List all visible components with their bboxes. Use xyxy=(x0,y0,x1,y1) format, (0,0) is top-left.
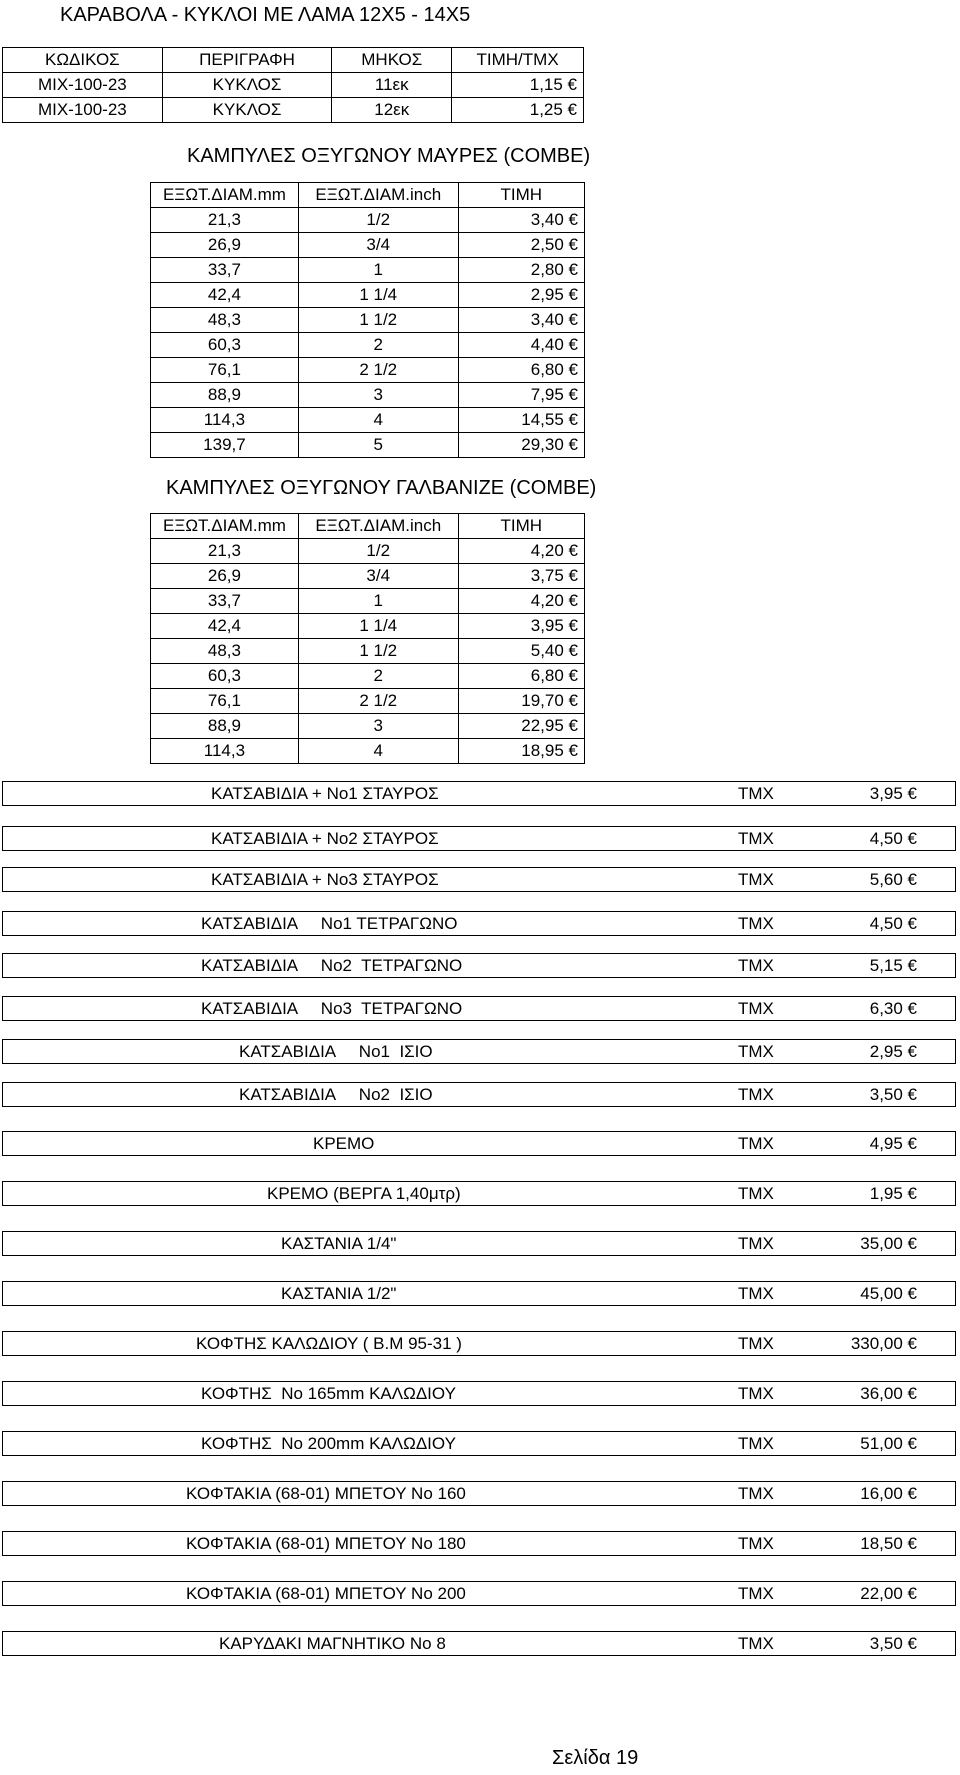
product-unit: ΤΜΧ xyxy=(738,1184,774,1203)
product-price: 4,50 € xyxy=(869,914,917,933)
table-row xyxy=(3,98,584,123)
cell-diameter-inch: 4 xyxy=(298,408,458,433)
table-row xyxy=(151,333,585,358)
product-row xyxy=(2,781,956,806)
cell-diameter-inch: 3 xyxy=(298,714,458,739)
table-row xyxy=(151,614,585,639)
cell-price: 3,75 € xyxy=(458,564,584,589)
product-unit: ΤΜΧ xyxy=(738,1534,774,1553)
cell-diameter-inch: 1 1/4 xyxy=(298,614,458,639)
product-row xyxy=(2,826,956,851)
cell-diameter-mm: 21,3 xyxy=(151,208,299,233)
cell-diameter-inch: 2 1/2 xyxy=(298,689,458,714)
table-row xyxy=(151,564,585,589)
product-row xyxy=(2,1581,956,1606)
product-price: 4,50 € xyxy=(869,829,917,848)
product-unit: ΤΜΧ xyxy=(738,1085,774,1104)
product-unit: ΤΜΧ xyxy=(738,1234,774,1253)
product-unit: ΤΜΧ xyxy=(738,1634,774,1653)
cell-diameter-mm: 33,7 xyxy=(151,589,299,614)
cell-diameter-mm: 48,3 xyxy=(151,639,299,664)
product-price: 35,00 € xyxy=(860,1234,917,1253)
product-row xyxy=(2,867,956,892)
product-name: ΚΑΤΣΑΒΙΔΙΑ + Νο1 ΣΤΑΥΡΟΣ xyxy=(211,784,439,803)
cell-price: 4,40 € xyxy=(458,333,584,358)
cell-diameter-mm: 88,9 xyxy=(151,383,299,408)
cell-diameter-inch: 5 xyxy=(298,433,458,458)
product-name: ΚΡΕΜΟ (ΒΕΡΓΑ 1,40μτρ) xyxy=(267,1184,461,1203)
cell-diameter-mm: 60,3 xyxy=(151,664,299,689)
galvanized-elbows-table xyxy=(150,513,585,764)
cell-diameter-inch: 3/4 xyxy=(298,564,458,589)
cell-diameter-mm: 114,3 xyxy=(151,408,299,433)
product-price: 16,00 € xyxy=(860,1484,917,1503)
cell-price: 7,95 € xyxy=(458,383,584,408)
table-row xyxy=(151,539,585,564)
table-row xyxy=(3,73,584,98)
product-unit: ΤΜΧ xyxy=(738,784,774,803)
cell-code: MIX-100-23 xyxy=(3,73,163,98)
product-unit: ΤΜΧ xyxy=(738,1434,774,1453)
product-row xyxy=(2,1039,956,1064)
table-row xyxy=(151,739,585,764)
product-name: ΚΟΦΤΗΣ Νο 165mm ΚΑΛΩΔΙΟΥ xyxy=(201,1384,456,1403)
product-name: ΚΑΤΣΑΒΙΔΙΑ Νο1 ΤΕΤΡΑΓΩΝΟ xyxy=(201,914,458,933)
product-row xyxy=(2,1531,956,1556)
table-row xyxy=(151,383,585,408)
product-name: ΚΟΦΤΑΚΙΑ (68-01) ΜΠΕΤΟΥ Νο 180 xyxy=(186,1534,466,1553)
cell-diameter-inch: 2 xyxy=(298,664,458,689)
section-title-galvanized-elbows: ΚΑΜΠΥΛΕΣ ΟΞΥΓΩΝΟΥ ΓΑΛΒΑΝΙΖΕ (COMBE) xyxy=(166,477,597,499)
product-unit: ΤΜΧ xyxy=(738,1042,774,1061)
product-unit: ΤΜΧ xyxy=(738,870,774,889)
cell-diameter-inch: 3/4 xyxy=(298,233,458,258)
table-header-row xyxy=(151,514,585,539)
table-header-row xyxy=(3,48,584,73)
product-row xyxy=(2,1631,956,1656)
product-name: ΚΟΦΤΗΣ ΚΑΛΩΔΙΟΥ ( Β.Μ 95-31 ) xyxy=(196,1334,462,1353)
product-row xyxy=(2,911,956,936)
table-row xyxy=(151,433,585,458)
table-row xyxy=(151,208,585,233)
cell-diameter-mm: 139,7 xyxy=(151,433,299,458)
cell-price: 3,95 € xyxy=(458,614,584,639)
product-unit: ΤΜΧ xyxy=(738,1584,774,1603)
header-cell: ΤΙΜΗ/ΤΜΧ xyxy=(452,48,584,73)
cell-diameter-inch: 1 1/2 xyxy=(298,639,458,664)
cell-description: ΚΥΚΛΟΣ xyxy=(162,98,332,123)
cell-code: MIX-100-23 xyxy=(3,98,163,123)
page-title: ΚΑΡΑΒΟΛΑ - ΚΥΚΛΟΙ ΜΕ ΛΑΜΑ 12Χ5 - 14Χ5 xyxy=(60,4,471,26)
product-unit: ΤΜΧ xyxy=(738,1384,774,1403)
product-price: 18,50 € xyxy=(860,1534,917,1553)
product-code-table xyxy=(2,47,584,123)
cell-diameter-inch: 2 xyxy=(298,333,458,358)
cell-price: 2,95 € xyxy=(458,283,584,308)
cell-diameter-inch: 3 xyxy=(298,383,458,408)
cell-price: 14,55 € xyxy=(458,408,584,433)
cell-diameter-mm: 48,3 xyxy=(151,308,299,333)
cell-diameter-mm: 42,4 xyxy=(151,614,299,639)
cell-diameter-mm: 114,3 xyxy=(151,739,299,764)
product-price: 5,60 € xyxy=(869,870,917,889)
product-price: 3,95 € xyxy=(869,784,917,803)
cell-diameter-mm: 26,9 xyxy=(151,233,299,258)
table-row xyxy=(151,283,585,308)
cell-description: ΚΥΚΛΟΣ xyxy=(162,73,332,98)
header-cell: ΕΞΩΤ.ΔΙΑΜ.inch xyxy=(298,183,458,208)
table-row xyxy=(151,689,585,714)
product-price: 4,95 € xyxy=(869,1134,917,1153)
cell-diameter-mm: 33,7 xyxy=(151,258,299,283)
product-unit: ΤΜΧ xyxy=(738,1284,774,1303)
product-row xyxy=(2,953,956,978)
cell-diameter-mm: 60,3 xyxy=(151,333,299,358)
cell-diameter-inch: 1 1/2 xyxy=(298,308,458,333)
cell-price: 1,25 € xyxy=(452,98,584,123)
cell-price: 6,80 € xyxy=(458,664,584,689)
product-price: 3,50 € xyxy=(869,1085,917,1104)
cell-diameter-mm: 76,1 xyxy=(151,358,299,383)
black-elbows-table xyxy=(150,182,585,458)
table-row xyxy=(151,639,585,664)
product-price: 5,15 € xyxy=(869,956,917,975)
product-row xyxy=(2,1281,956,1306)
product-price: 36,00 € xyxy=(860,1384,917,1403)
product-name: ΚΟΦΤΑΚΙΑ (68-01) ΜΠΕΤΟΥ Νο 160 xyxy=(186,1484,466,1503)
cell-diameter-mm: 88,9 xyxy=(151,714,299,739)
product-row xyxy=(2,1481,956,1506)
section-title-black-elbows: ΚΑΜΠΥΛΕΣ ΟΞΥΓΩΝΟΥ ΜΑΥΡΕΣ (COMBE) xyxy=(187,145,591,167)
header-cell: ΤΙΜΗ xyxy=(458,514,584,539)
product-row xyxy=(2,1131,956,1156)
cell-price: 19,70 € xyxy=(458,689,584,714)
header-cell: ΠΕΡΙΓΡΑΦΗ xyxy=(162,48,332,73)
product-name: ΚΑΤΣΑΒΙΔΙΑ Νο3 ΤΕΤΡΑΓΩΝΟ xyxy=(201,999,463,1018)
cell-diameter-mm: 26,9 xyxy=(151,564,299,589)
table-row xyxy=(151,233,585,258)
table-header-row xyxy=(151,183,585,208)
product-unit: ΤΜΧ xyxy=(738,829,774,848)
product-unit: ΤΜΧ xyxy=(738,1484,774,1503)
cell-diameter-inch: 1 xyxy=(298,589,458,614)
cell-diameter-inch: 1 1/4 xyxy=(298,283,458,308)
product-name: ΚΑΤΣΑΒΙΔΙΑ Νο2 ΙΣΙΟ xyxy=(239,1085,433,1104)
header-cell: ΕΞΩΤ.ΔΙΑΜ.mm xyxy=(151,183,299,208)
product-name: ΚΟΦΤΗΣ Νο 200mm ΚΑΛΩΔΙΟΥ xyxy=(201,1434,456,1453)
product-row xyxy=(2,1231,956,1256)
product-price: 1,95 € xyxy=(869,1184,917,1203)
product-unit: ΤΜΧ xyxy=(738,914,774,933)
product-row xyxy=(2,1331,956,1356)
header-cell: ΕΞΩΤ.ΔΙΑΜ.inch xyxy=(298,514,458,539)
cell-price: 2,80 € xyxy=(458,258,584,283)
cell-price: 6,80 € xyxy=(458,358,584,383)
product-name: ΚΑΤΣΑΒΙΔΙΑ + Νο2 ΣΤΑΥΡΟΣ xyxy=(211,829,439,848)
product-price: 2,95 € xyxy=(869,1042,917,1061)
product-price: 3,50 € xyxy=(869,1634,917,1653)
cell-price: 5,40 € xyxy=(458,639,584,664)
product-name: ΚΡΕΜΟ xyxy=(313,1134,375,1153)
cell-diameter-mm: 76,1 xyxy=(151,689,299,714)
table-row xyxy=(151,358,585,383)
product-name: ΚΑΤΣΑΒΙΔΙΑ Νο2 ΤΕΤΡΑΓΩΝΟ xyxy=(201,956,463,975)
header-cell: ΤΙΜΗ xyxy=(458,183,584,208)
header-cell: ΜΗΚΟΣ xyxy=(332,48,452,73)
cell-length: 11εκ xyxy=(332,73,452,98)
page-number: Σελίδα 19 xyxy=(552,1747,639,1769)
product-price: 6,30 € xyxy=(869,999,917,1018)
header-cell: ΚΩΔΙΚΟΣ xyxy=(3,48,163,73)
product-row xyxy=(2,1181,956,1206)
product-unit: ΤΜΧ xyxy=(738,1334,774,1353)
product-name: ΚΑΤΣΑΒΙΔΙΑ Νο1 ΙΣΙΟ xyxy=(239,1042,433,1061)
table-row xyxy=(151,664,585,689)
cell-diameter-inch: 1 xyxy=(298,258,458,283)
cell-price: 1,15 € xyxy=(452,73,584,98)
table-row xyxy=(151,308,585,333)
cell-price: 4,20 € xyxy=(458,539,584,564)
cell-price: 2,50 € xyxy=(458,233,584,258)
table-row xyxy=(151,408,585,433)
product-row xyxy=(2,1381,956,1406)
cell-price: 29,30 € xyxy=(458,433,584,458)
cell-diameter-inch: 1/2 xyxy=(298,208,458,233)
table-row xyxy=(151,258,585,283)
product-name: ΚΟΦΤΑΚΙΑ (68-01) ΜΠΕΤΟΥ Νο 200 xyxy=(186,1584,466,1603)
product-name: ΚΑΤΣΑΒΙΔΙΑ + Νο3 ΣΤΑΥΡΟΣ xyxy=(211,870,439,889)
cell-diameter-inch: 4 xyxy=(298,739,458,764)
table-row xyxy=(151,714,585,739)
product-name: ΚΑΡΥΔΑΚΙ ΜΑΓΝΗΤΙΚΟ Νο 8 xyxy=(219,1634,446,1653)
product-unit: ΤΜΧ xyxy=(738,1134,774,1153)
product-price: 51,00 € xyxy=(860,1434,917,1453)
product-name: ΚΑΣΤΑΝΙΑ 1/2" xyxy=(281,1284,397,1303)
cell-length: 12εκ xyxy=(332,98,452,123)
product-unit: ΤΜΧ xyxy=(738,999,774,1018)
product-price: 22,00 € xyxy=(860,1584,917,1603)
cell-price: 4,20 € xyxy=(458,589,584,614)
product-name: ΚΑΣΤΑΝΙΑ 1/4" xyxy=(281,1234,397,1253)
product-row xyxy=(2,1082,956,1107)
product-row xyxy=(2,1431,956,1456)
product-unit: ΤΜΧ xyxy=(738,956,774,975)
product-price: 45,00 € xyxy=(860,1284,917,1303)
cell-diameter-inch: 2 1/2 xyxy=(298,358,458,383)
cell-price: 3,40 € xyxy=(458,308,584,333)
cell-diameter-inch: 1/2 xyxy=(298,539,458,564)
cell-price: 3,40 € xyxy=(458,208,584,233)
product-price: 330,00 € xyxy=(850,1334,917,1353)
header-cell: ΕΞΩΤ.ΔΙΑΜ.mm xyxy=(151,514,299,539)
cell-price: 22,95 € xyxy=(458,714,584,739)
table-row xyxy=(151,589,585,614)
cell-diameter-mm: 42,4 xyxy=(151,283,299,308)
cell-diameter-mm: 21,3 xyxy=(151,539,299,564)
cell-price: 18,95 € xyxy=(458,739,584,764)
product-row xyxy=(2,996,956,1021)
